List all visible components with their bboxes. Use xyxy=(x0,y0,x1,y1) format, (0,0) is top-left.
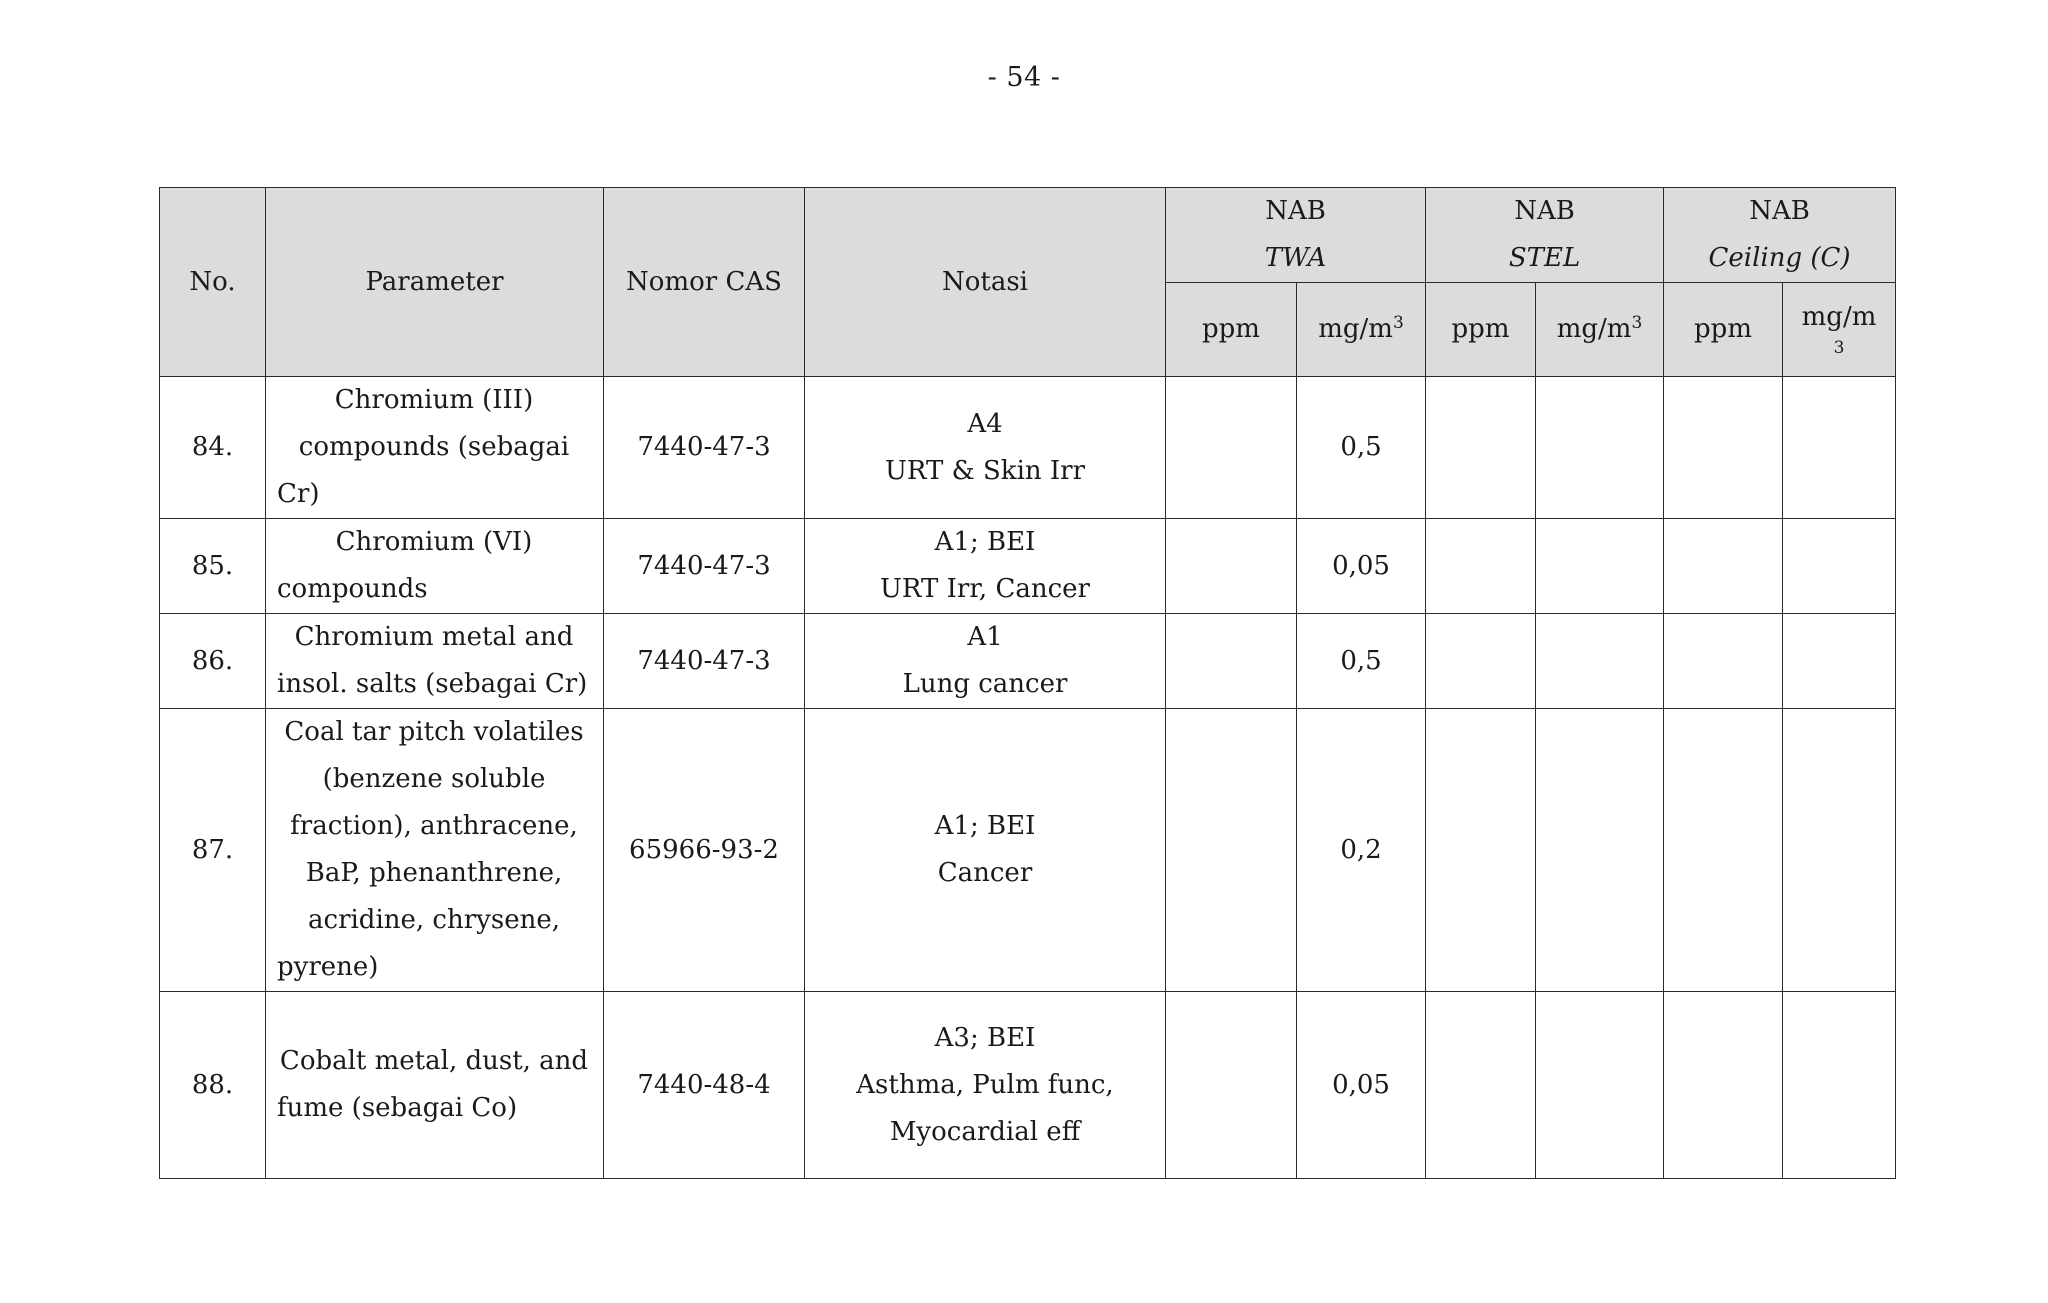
header-nab-label: NAB xyxy=(1265,196,1326,226)
cell-ceiling-mgm3 xyxy=(1783,992,1896,1179)
page-number: - 54 - xyxy=(987,62,1061,93)
header-ceiling-mgm3 xyxy=(1783,283,1896,377)
cell-twa-mgm3: 0,5 xyxy=(1297,614,1426,709)
cell-cas: 7440-48-4 xyxy=(604,992,805,1179)
cell-notasi xyxy=(805,709,1166,992)
cell-ceiling-ppm xyxy=(1664,709,1783,992)
parameter-text: Chromium metal and insol. salts (sebagai Cr) xyxy=(277,622,588,699)
header-stel-ppm: ppm xyxy=(1426,283,1536,377)
notasi-line: Myocardial eff xyxy=(889,1116,1081,1147)
header-cas: Nomor CAS xyxy=(604,188,805,377)
cell-twa-mgm3: 0,05 xyxy=(1297,992,1426,1179)
cell-parameter xyxy=(266,709,604,992)
cell-twa-ppm xyxy=(1166,614,1297,709)
notasi-line: URT Irr, Cancer xyxy=(880,574,1090,604)
table-row xyxy=(160,709,1896,992)
unit-mgm-text: mg/m xyxy=(1801,301,1877,332)
table-row xyxy=(160,519,1896,614)
cell-stel-ppm xyxy=(1426,992,1536,1179)
cell-ceiling-ppm xyxy=(1664,614,1783,709)
cell-twa-ppm xyxy=(1166,377,1297,519)
header-nab-twa xyxy=(1166,188,1426,283)
cell-stel-ppm xyxy=(1426,519,1536,614)
cell-parameter xyxy=(266,377,604,519)
notasi-line: A4 xyxy=(967,408,1003,439)
cell-cas: 65966-93-2 xyxy=(604,709,805,992)
cell-stel-mgm3 xyxy=(1536,709,1664,992)
cell-stel-ppm xyxy=(1426,614,1536,709)
notasi-line: URT & Skin Irr xyxy=(884,455,1086,486)
table-row xyxy=(160,992,1896,1179)
parameter-text: Chromium (VI) compounds xyxy=(277,527,533,604)
cell-ceiling-ppm xyxy=(1664,992,1783,1179)
header-notasi: Notasi xyxy=(805,188,1166,377)
cell-stel-mgm3 xyxy=(1536,992,1664,1179)
unit-exponent: 3 xyxy=(1833,337,1845,358)
cell-no: 86. xyxy=(160,614,266,709)
table-header-row xyxy=(160,188,1896,283)
header-nab-stel xyxy=(1426,188,1664,283)
cell-ceiling-mgm3 xyxy=(1783,614,1896,709)
cell-ceiling-mgm3 xyxy=(1783,377,1896,519)
cell-no: 85. xyxy=(160,519,266,614)
cell-stel-mgm3 xyxy=(1536,519,1664,614)
header-ceiling-label: Ceiling (C) xyxy=(1708,243,1851,273)
cell-twa-mgm3: 0,05 xyxy=(1297,519,1426,614)
cell-ceiling-ppm xyxy=(1664,377,1783,519)
unit-exponent: 3 xyxy=(1631,313,1643,333)
cell-cas: 7440-47-3 xyxy=(604,519,805,614)
cell-cas: 7440-47-3 xyxy=(604,614,805,709)
cell-twa-mgm3: 0,5 xyxy=(1297,377,1426,519)
notasi-line: Asthma, Pulm func, xyxy=(856,1069,1114,1100)
cell-twa-ppm xyxy=(1166,992,1297,1179)
notasi-line: A1; BEI xyxy=(934,811,1036,841)
cell-parameter xyxy=(266,614,604,709)
notasi-line: A1 xyxy=(967,622,1003,652)
notasi-line: Cancer xyxy=(937,858,1033,888)
nab-table xyxy=(159,187,1896,1179)
cell-ceiling-ppm xyxy=(1664,519,1783,614)
header-twa-label: TWA xyxy=(1264,243,1327,273)
notasi-line: Lung cancer xyxy=(902,669,1068,699)
header-nab-label: NAB xyxy=(1749,196,1810,226)
cell-notasi xyxy=(805,519,1166,614)
header-nab-ceiling xyxy=(1664,188,1896,283)
cell-ceiling-mgm3 xyxy=(1783,519,1896,614)
cell-stel-ppm xyxy=(1426,377,1536,519)
parameter-text: Cobalt metal, dust, and fume (sebagai Co) xyxy=(277,1046,589,1123)
cell-stel-mgm3 xyxy=(1536,614,1664,709)
parameter-text: Chromium (III) compounds (sebagai Cr) xyxy=(277,385,570,509)
header-stel-mgm3 xyxy=(1536,283,1664,377)
cell-no: 84. xyxy=(160,377,266,519)
cell-parameter xyxy=(266,992,604,1179)
header-ceiling-ppm: ppm xyxy=(1664,283,1783,377)
cell-stel-mgm3 xyxy=(1536,377,1664,519)
notasi-line: A1; BEI xyxy=(934,527,1036,557)
header-twa-ppm: ppm xyxy=(1166,283,1297,377)
unit-mgm-text: mg/m xyxy=(1318,314,1393,344)
cell-parameter xyxy=(266,519,604,614)
header-twa-mgm3 xyxy=(1297,283,1426,377)
cell-twa-ppm xyxy=(1166,709,1297,992)
cell-no: 87. xyxy=(160,709,266,992)
cell-notasi xyxy=(805,377,1166,519)
table-row xyxy=(160,377,1896,519)
table-row xyxy=(160,614,1896,709)
unit-mgm-text: mg/m xyxy=(1556,314,1632,344)
header-nab-label: NAB xyxy=(1514,196,1575,226)
header-no: No. xyxy=(160,188,266,377)
header-stel-label: STEL xyxy=(1508,243,1581,273)
cell-ceiling-mgm3 xyxy=(1783,709,1896,992)
unit-exponent: 3 xyxy=(1392,313,1404,333)
cell-cas: 7440-47-3 xyxy=(604,377,805,519)
cell-stel-ppm xyxy=(1426,709,1536,992)
parameter-text: Coal tar pitch volatiles (benzene soluble fraction), anthracene, BaP, phenanthrene, acridine, chrysene, pyrene) xyxy=(277,717,584,982)
cell-notasi xyxy=(805,614,1166,709)
cell-notasi xyxy=(805,992,1166,1179)
cell-no: 88. xyxy=(160,992,266,1179)
cell-twa-mgm3: 0,2 xyxy=(1297,709,1426,992)
notasi-line: A3; BEI xyxy=(934,1022,1036,1053)
header-parameter: Parameter xyxy=(266,188,604,377)
cell-twa-ppm xyxy=(1166,519,1297,614)
